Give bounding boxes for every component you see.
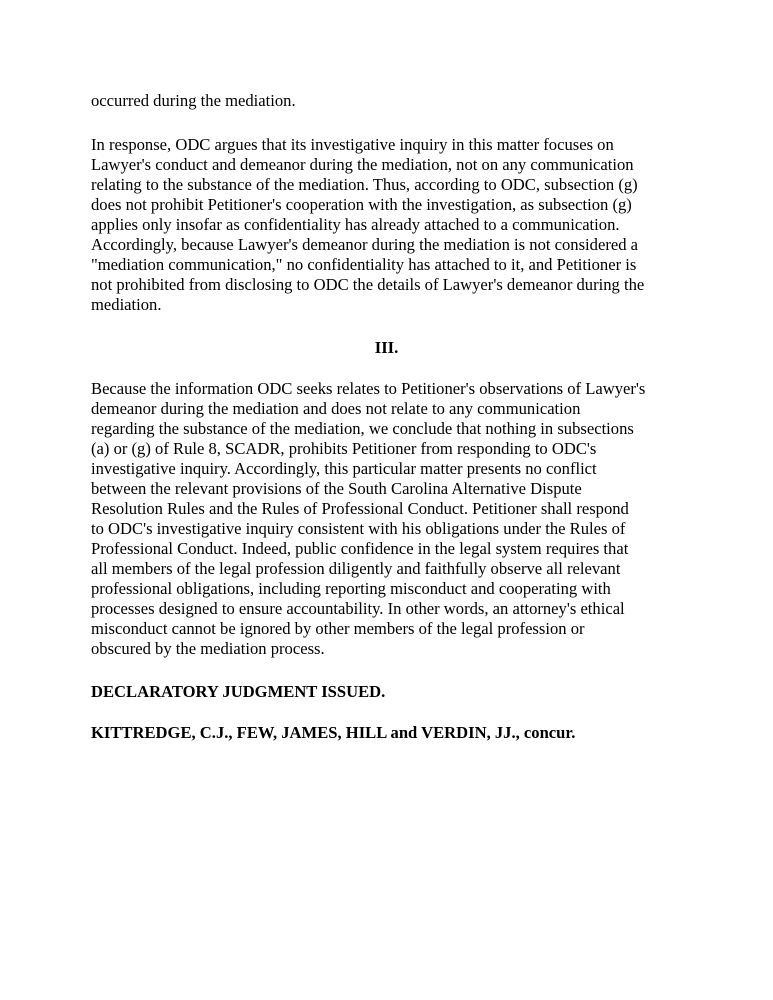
paragraph-continuation (91, 91, 691, 111)
section-heading: III. (374, 338, 399, 357)
paragraph-odc-argument (91, 135, 691, 315)
text-line: Because the information ODC seeks relates to Petitioner's observations of Lawyer's (91, 379, 646, 398)
text-line: Lawyer's conduct and demeanor during the mediation, not on any communication (91, 155, 634, 174)
text-line: (a) or (g) of Rule 8, SCADR, prohibits Petitioner from responding to ODC's (91, 439, 597, 458)
text-line: processes designed to ensure accountability. In other words, an attorney's ethical (91, 599, 625, 618)
text-line: Professional Conduct. Indeed, public confidence in the legal system requires that (91, 539, 629, 558)
text-line: all members of the legal profession diligently and faithfully observe all relevant (91, 559, 621, 578)
paragraph-conclusion (91, 379, 691, 659)
text-line: does not prohibit Petitioner's cooperation with the investigation, as subsection (g) (91, 195, 632, 214)
text-line: applies only insofar as confidentiality has already attached to a communication. (91, 215, 620, 234)
text-line: to ODC's investigative inquiry consistent with his obligations under the Rules of (91, 519, 626, 538)
text-line: demeanor during the mediation and does not relate to any communication (91, 399, 581, 418)
text-line: Accordingly, because Lawyer's demeanor during the mediation is not considered a (91, 235, 639, 254)
text-line: Resolution Rules and the Rules of Professional Conduct. Petitioner shall respond (91, 499, 629, 518)
text-line: investigative inquiry. Accordingly, this particular matter presents no conflict (91, 459, 597, 478)
text-line: not prohibited from disclosing to ODC the details of Lawyer's demeanor during the (91, 275, 645, 294)
text-line: "mediation communication," no confidentiality has attached to it, and Petitioner is (91, 255, 637, 274)
text-line: between the relevant provisions of the South Carolina Alternative Dispute (91, 479, 582, 498)
text-line: professional obligations, including reporting misconduct and cooperating with (91, 579, 611, 598)
disposition: DECLARATORY JUDGMENT ISSUED. (91, 682, 386, 701)
text-line: occurred during the mediation. (91, 91, 296, 110)
text-line: relating to the substance of the mediation. Thus, according to ODC, subsection (g) (91, 175, 638, 194)
text-line: regarding the substance of the mediation, we conclude that nothing in subsections (91, 419, 634, 438)
text-line: mediation. (91, 295, 162, 314)
concurrence: KITTREDGE, C.J., FEW, JAMES, HILL and VERDIN, JJ., concur. (91, 723, 576, 742)
text-line: obscured by the mediation process. (91, 639, 325, 658)
text-line: misconduct cannot be ignored by other members of the legal profession or (91, 619, 585, 638)
text-line: In response, ODC argues that its investigative inquiry in this matter focuses on (91, 135, 614, 154)
